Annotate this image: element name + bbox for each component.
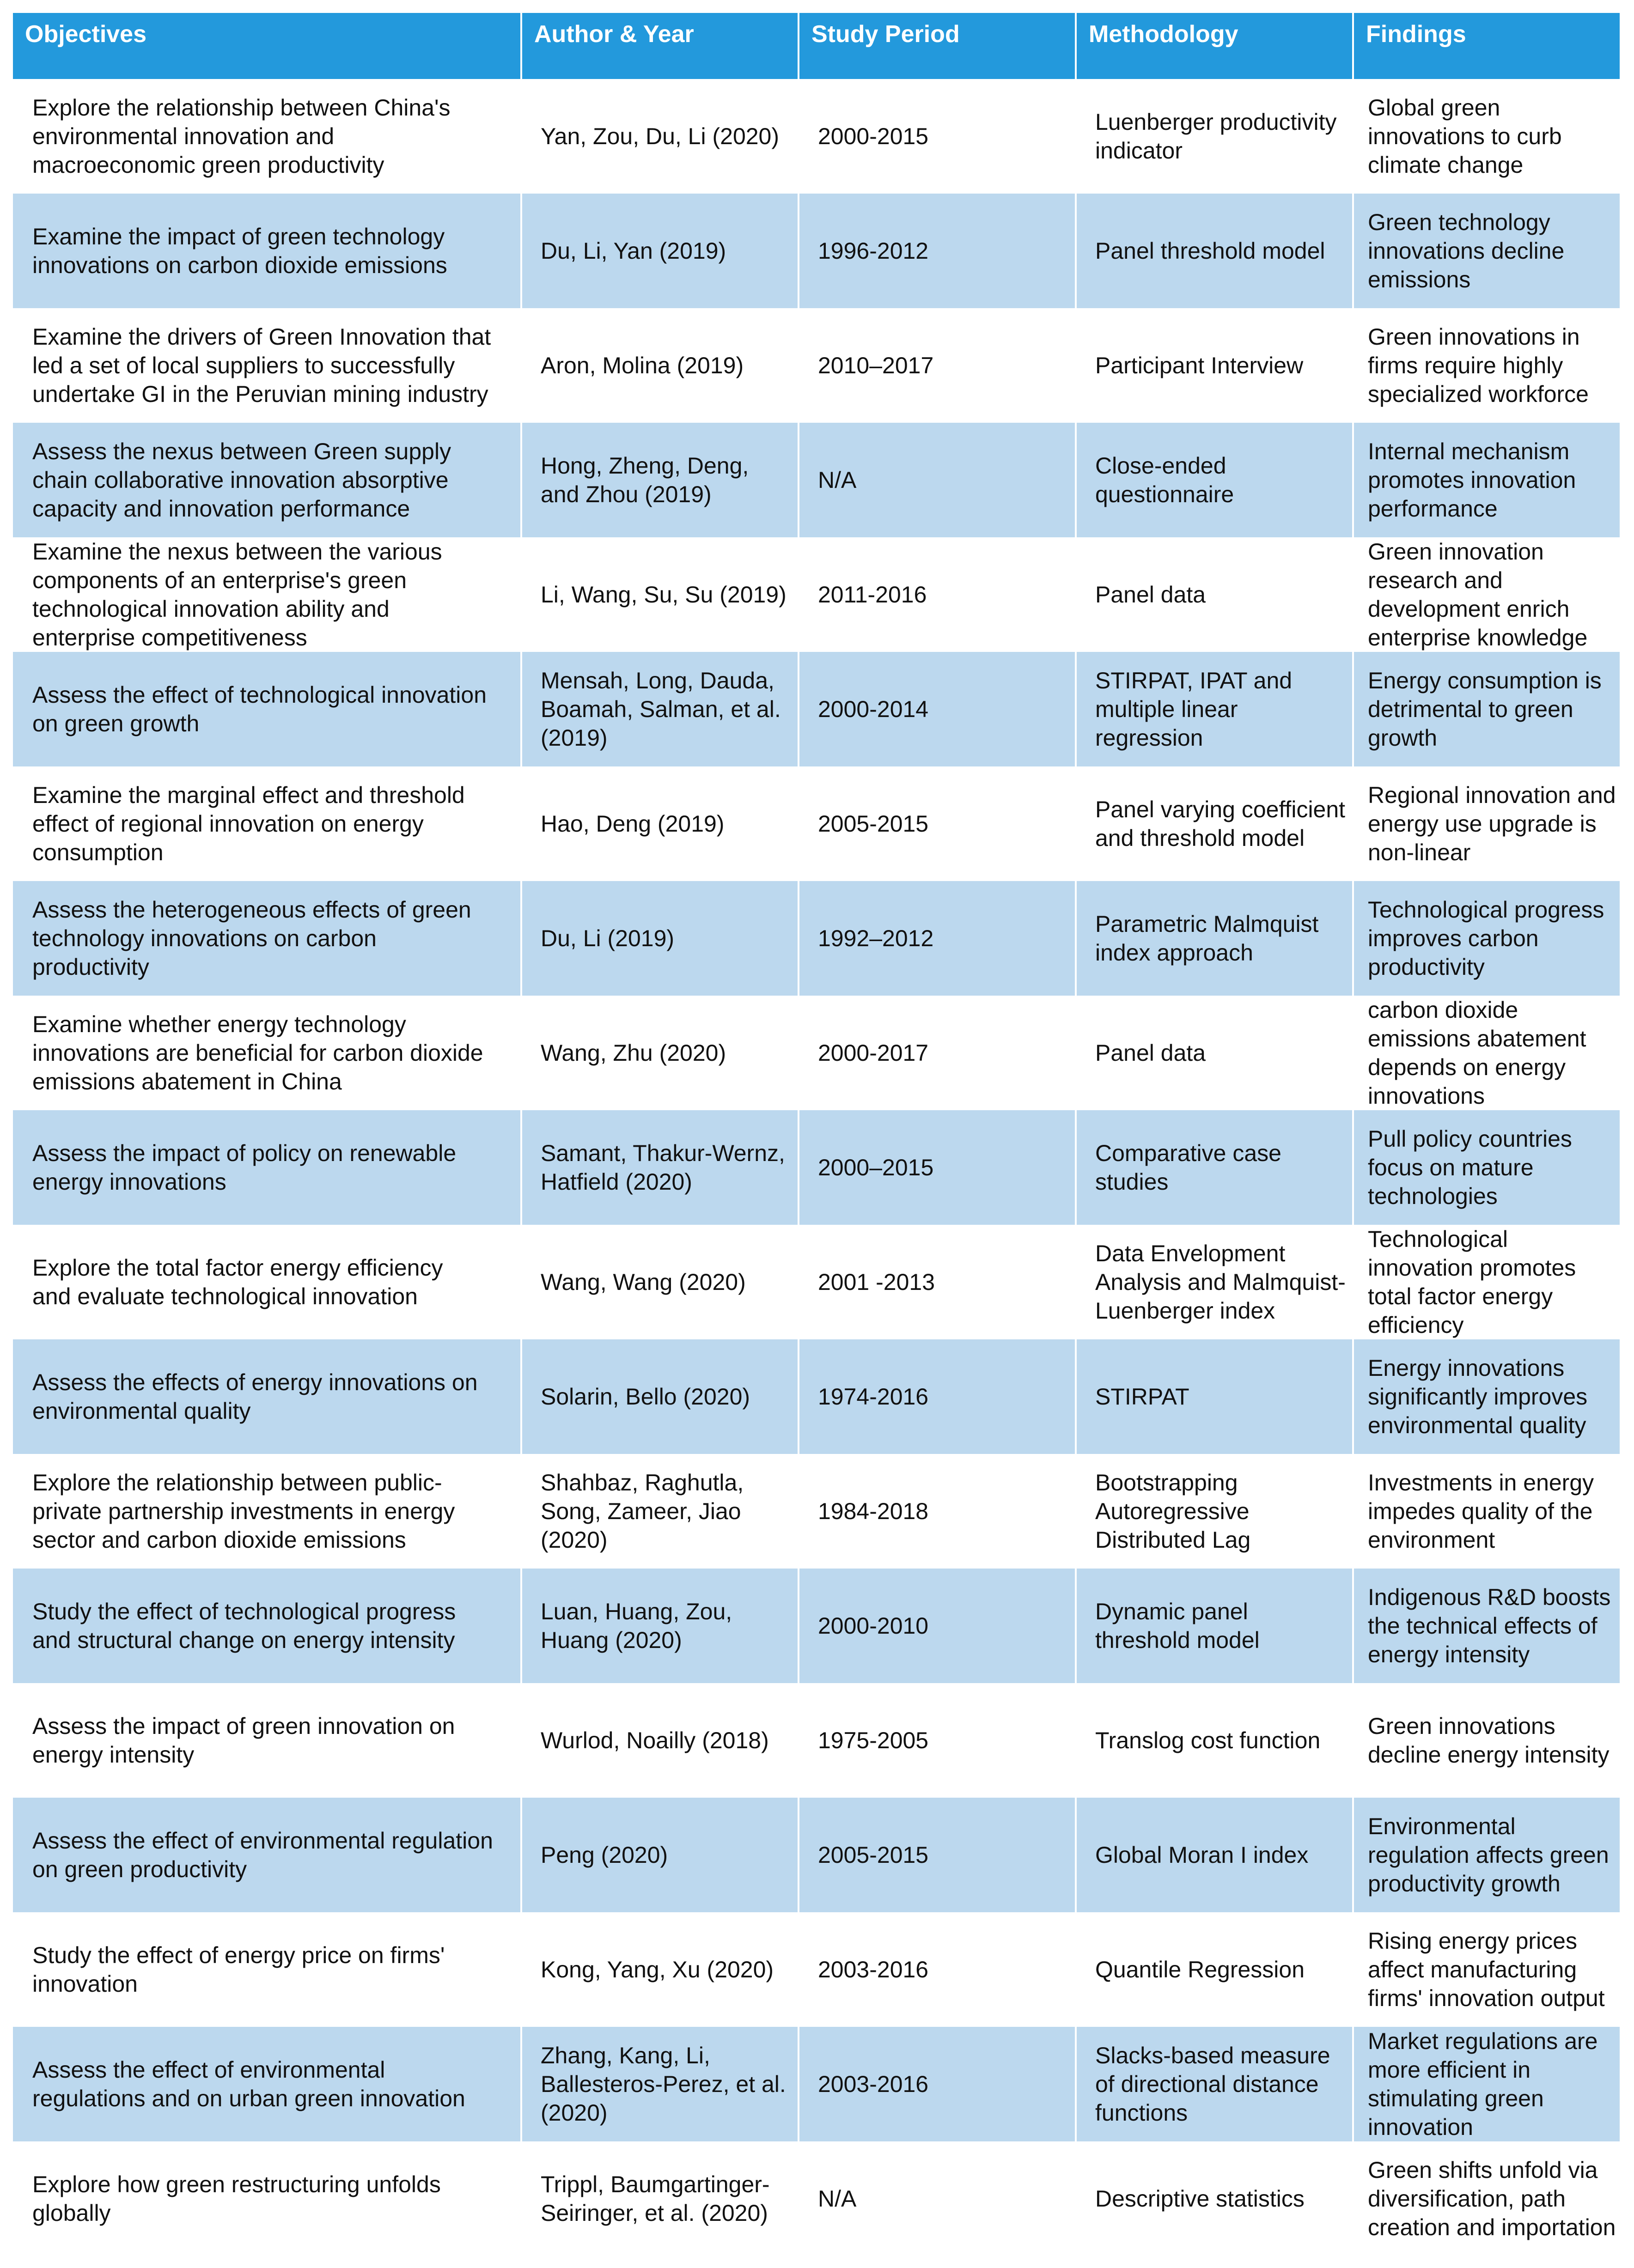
objective-line: emissions abatement in China: [32, 1069, 342, 1094]
objective-cell: [13, 308, 521, 423]
objective-line: innovation: [32, 1971, 138, 1997]
author-cell: Peng (2020): [521, 1798, 799, 1912]
study-period-cell: 2005-2015: [799, 766, 1076, 881]
methodology-cell: Global Moran I index: [1076, 1798, 1353, 1912]
table-row: [13, 2141, 1620, 2256]
table-row: [13, 2027, 1620, 2141]
findings-cell: Technological innovation promotes total factor energy efficiency: [1353, 1225, 1620, 1339]
study-period-cell: N/A: [799, 2141, 1076, 2256]
objective-line: Examine the impact of green technology: [32, 224, 445, 249]
methodology-cell: Close-ended questionnaire: [1076, 423, 1353, 537]
objective-line: Study the effect of energy price on firms': [32, 1942, 445, 1968]
table-row: [13, 1912, 1620, 2027]
table-row: [13, 308, 1620, 423]
objective-line: Explore the relationship between public-: [32, 1470, 442, 1496]
objective-line: components of an enterprise's green: [32, 567, 407, 593]
objective-line: Assess the effects of energy innovations on: [32, 1369, 478, 1395]
findings-cell: Rising energy prices affect manufacturing firms' innovation output: [1353, 1912, 1620, 2027]
objective-line: capacity and innovation performance: [32, 496, 410, 522]
objective-line: Explore the relationship between China's: [32, 95, 451, 121]
study-period-cell: 2000–2015: [799, 1110, 1076, 1225]
findings-cell: Green innovations in firms require highly specialized workforce: [1353, 308, 1620, 423]
objective-line: Examine the marginal effect and threshold: [32, 782, 465, 808]
study-period-cell: 1984-2018: [799, 1454, 1076, 1569]
findings-cell: Global green innovations to curb climate change: [1353, 79, 1620, 194]
objective-cell: [13, 996, 521, 1110]
author-cell: Zhang, Kang, Li, Ballesteros-Perez, et al. (2020): [521, 2027, 799, 2141]
objective-cell: [13, 1912, 521, 2027]
findings-cell: Green innovations decline energy intensity: [1353, 1683, 1620, 1798]
objective-line: on green growth: [32, 711, 200, 736]
objective-line: Assess the effect of technological innovation: [32, 682, 487, 708]
objective-line: private partnership investments in energy: [32, 1498, 455, 1524]
literature-table: [13, 13, 1620, 2256]
objective-line: technological innovation ability and: [32, 596, 390, 622]
objective-cell: [13, 1683, 521, 1798]
table-row: [13, 423, 1620, 537]
study-period-cell: 2000-2010: [799, 1569, 1076, 1683]
study-period-cell: 1975-2005: [799, 1683, 1076, 1798]
methodology-cell: Panel varying coefficient and threshold model: [1076, 766, 1353, 881]
objective-cell: [13, 2141, 521, 2256]
author-cell: Aron, Molina (2019): [521, 308, 799, 423]
objective-line: Examine whether energy technology: [32, 1011, 406, 1037]
study-period-cell: N/A: [799, 423, 1076, 537]
methodology-cell: Slacks-based measure of directional distance functions: [1076, 2027, 1353, 2141]
objective-line: Explore the total factor energy efficiency: [32, 1255, 443, 1281]
findings-cell: Green innovation research and development enrich enterprise knowledge: [1353, 537, 1620, 652]
objective-cell: [13, 2027, 521, 2141]
author-cell: Hong, Zheng, Deng, and Zhou (2019): [521, 423, 799, 537]
objective-line: Assess the impact of policy on renewable: [32, 1140, 457, 1166]
objective-line: globally: [32, 2200, 111, 2226]
methodology-cell: Parametric Malmquist index approach: [1076, 881, 1353, 996]
study-period-cell: 2000-2014: [799, 652, 1076, 766]
findings-cell: Internal mechanism promotes innovation performance: [1353, 423, 1620, 537]
objective-line: Explore how green restructuring unfolds: [32, 2171, 441, 2197]
methodology-cell: Quantile Regression: [1076, 1912, 1353, 2027]
author-cell: Wang, Zhu (2020): [521, 996, 799, 1110]
study-period-cell: 2003-2016: [799, 1912, 1076, 2027]
objective-line: Assess the nexus between Green supply: [32, 438, 451, 464]
objective-cell: [13, 881, 521, 996]
methodology-cell: Data Envelopment Analysis and Malmquist-Luenberger index: [1076, 1225, 1353, 1339]
findings-cell: Pull policy countries focus on mature technologies: [1353, 1110, 1620, 1225]
findings-cell: Green technology innovations decline emissions: [1353, 194, 1620, 308]
table-row: [13, 652, 1620, 766]
table-row: [13, 766, 1620, 881]
findings-cell: Green shifts unfold via diversification, path creation and importation: [1353, 2141, 1620, 2256]
objective-cell: [13, 1339, 521, 1454]
objective-cell: [13, 423, 521, 537]
study-period-cell: 2001 -2013: [799, 1225, 1076, 1339]
methodology-cell: Panel data: [1076, 996, 1353, 1110]
objective-line: effect of regional innovation on energy: [32, 811, 424, 837]
table-row: [13, 194, 1620, 308]
header-row: [13, 13, 1620, 79]
objective-cell: [13, 766, 521, 881]
findings-cell: Investments in energy impedes quality of the environment: [1353, 1454, 1620, 1569]
header-findings: Findings: [1353, 13, 1620, 79]
methodology-cell: Descriptive statistics: [1076, 2141, 1353, 2256]
table-row: [13, 1454, 1620, 1569]
table-row: [13, 1569, 1620, 1683]
study-period-cell: 2011-2016: [799, 537, 1076, 652]
author-cell: Samant, Thakur-Wernz, Hatfield (2020): [521, 1110, 799, 1225]
methodology-cell: Panel threshold model: [1076, 194, 1353, 308]
table-row: [13, 881, 1620, 996]
study-period-cell: 1974-2016: [799, 1339, 1076, 1454]
objective-line: on green productivity: [32, 1856, 247, 1882]
objective-line: environmental innovation and: [32, 123, 335, 149]
study-period-cell: 1996-2012: [799, 194, 1076, 308]
objective-line: and structural change on energy intensity: [32, 1627, 455, 1653]
table-row: [13, 1225, 1620, 1339]
findings-cell: Energy consumption is detrimental to green growth: [1353, 652, 1620, 766]
study-period-cell: 2010–2017: [799, 308, 1076, 423]
header-objectives: Objectives: [13, 13, 521, 79]
objective-cell: [13, 537, 521, 652]
author-cell: Kong, Yang, Xu (2020): [521, 1912, 799, 2027]
study-period-cell: 1992–2012: [799, 881, 1076, 996]
objective-line: energy intensity: [32, 1742, 195, 1768]
objective-line: Examine the nexus between the various: [32, 539, 442, 565]
study-period-cell: 2000-2015: [799, 79, 1076, 194]
table-row: [13, 1339, 1620, 1454]
header-methodology: Methodology: [1076, 13, 1353, 79]
objective-line: Examine the drivers of Green Innovation that: [32, 324, 491, 350]
objective-cell: [13, 1569, 521, 1683]
findings-cell: carbon dioxide emissions abatement depends on energy innovations: [1353, 996, 1620, 1110]
author-cell: Shahbaz, Raghutla, Song, Zameer, Jiao (2020): [521, 1454, 799, 1569]
table-row: [13, 537, 1620, 652]
objective-line: energy innovations: [32, 1169, 226, 1195]
objective-cell: [13, 194, 521, 308]
table-row: [13, 1798, 1620, 1912]
objective-line: macroeconomic green productivity: [32, 152, 384, 178]
author-cell: Yan, Zou, Du, Li (2020): [521, 79, 799, 194]
objective-line: sector and carbon dioxide emissions: [32, 1527, 406, 1553]
objective-line: and evaluate technological innovation: [32, 1283, 418, 1309]
methodology-cell: Comparative case studies: [1076, 1110, 1353, 1225]
author-cell: Mensah, Long, Dauda, Boamah, Salman, et al. (2019): [521, 652, 799, 766]
objective-line: undertake GI in the Peruvian mining industry: [32, 381, 488, 407]
objective-cell: [13, 79, 521, 194]
author-cell: Wang, Wang (2020): [521, 1225, 799, 1339]
objective-line: productivity: [32, 954, 149, 980]
author-cell: Trippl, Baumgartinger-Seiringer, et al. (2020): [521, 2141, 799, 2256]
methodology-cell: Luenberger productivity indicator: [1076, 79, 1353, 194]
objective-line: innovations on carbon dioxide emissions: [32, 252, 447, 278]
objective-line: Assess the heterogeneous effects of green: [32, 897, 471, 923]
table-row: [13, 1110, 1620, 1225]
findings-cell: Regional innovation and energy use upgrade is non-linear: [1353, 766, 1620, 881]
study-period-cell: 2005-2015: [799, 1798, 1076, 1912]
author-cell: Solarin, Bello (2020): [521, 1339, 799, 1454]
findings-cell: Energy innovations significantly improves environmental quality: [1353, 1339, 1620, 1454]
header-study-period: Study Period: [799, 13, 1076, 79]
methodology-cell: Translog cost function: [1076, 1683, 1353, 1798]
author-cell: Wurlod, Noailly (2018): [521, 1683, 799, 1798]
study-period-cell: 2000-2017: [799, 996, 1076, 1110]
findings-cell: Market regulations are more efficient in stimulating green innovation: [1353, 2027, 1620, 2141]
table-row: [13, 996, 1620, 1110]
objective-line: regulations and on urban green innovation: [32, 2086, 465, 2111]
methodology-cell: STIRPAT, IPAT and multiple linear regression: [1076, 652, 1353, 766]
objective-cell: [13, 652, 521, 766]
author-cell: Luan, Huang, Zou, Huang (2020): [521, 1569, 799, 1683]
study-period-cell: 2003-2016: [799, 2027, 1076, 2141]
objective-line: technology innovations on carbon: [32, 925, 377, 951]
findings-cell: Environmental regulation affects green productivity growth: [1353, 1798, 1620, 1912]
methodology-cell: Panel data: [1076, 537, 1353, 652]
author-cell: Li, Wang, Su, Su (2019): [521, 537, 799, 652]
methodology-cell: STIRPAT: [1076, 1339, 1353, 1454]
table-row: [13, 1683, 1620, 1798]
objective-line: innovations are beneficial for carbon dioxide: [32, 1040, 483, 1066]
methodology-cell: Participant Interview: [1076, 308, 1353, 423]
objective-cell: [13, 1454, 521, 1569]
methodology-cell: Bootstrapping Autoregressive Distributed Lag: [1076, 1454, 1353, 1569]
objective-line: Assess the effect of environmental regulation: [32, 1828, 493, 1854]
header-author-year: Author & Year: [521, 13, 799, 79]
objective-cell: [13, 1110, 521, 1225]
author-cell: Hao, Deng (2019): [521, 766, 799, 881]
objective-line: environmental quality: [32, 1398, 251, 1424]
objective-line: Assess the effect of environmental: [32, 2057, 385, 2083]
objective-line: enterprise competitiveness: [32, 625, 307, 651]
objective-line: Assess the impact of green innovation on: [32, 1713, 455, 1739]
objective-cell: [13, 1225, 521, 1339]
author-cell: Du, Li, Yan (2019): [521, 194, 799, 308]
objective-line: led a set of local suppliers to successfully: [32, 353, 455, 378]
table-row: [13, 79, 1620, 194]
methodology-cell: Dynamic panel threshold model: [1076, 1569, 1353, 1683]
objective-cell: [13, 1798, 521, 1912]
objective-line: consumption: [32, 839, 164, 865]
table-body: [13, 79, 1620, 2256]
objective-line: chain collaborative innovation absorptive: [32, 467, 449, 493]
objective-line: Study the effect of technological progress: [32, 1599, 456, 1624]
findings-cell: Indigenous R&D boosts the technical effects of energy intensity: [1353, 1569, 1620, 1683]
findings-cell: Technological progress improves carbon productivity: [1353, 881, 1620, 996]
author-cell: Du, Li (2019): [521, 881, 799, 996]
